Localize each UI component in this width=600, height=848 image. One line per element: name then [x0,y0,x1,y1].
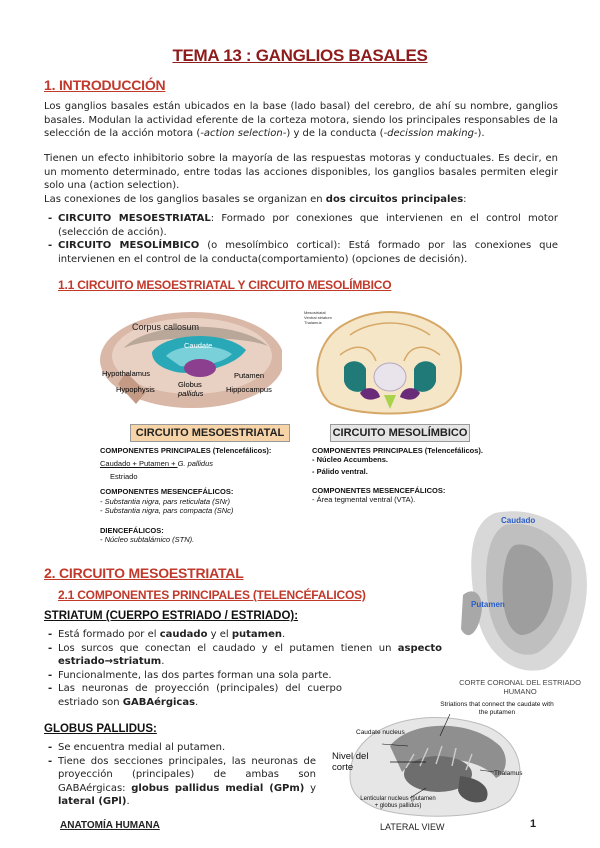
intro-paragraph-3: Las conexiones de los ganglios basales se organizan en dos circuitos principales: [44,194,467,205]
label-caudate-nucleus: Caudate nucleus [356,729,405,736]
meso-stn: - Núcleo subtalámico (STN). [100,535,195,544]
limb-vta: - Área tegmental ventral (VTA). [312,495,416,504]
list-item: - CIRCUITO MESOLÍMBICO (o mesolímbico cortical): Está formado por las conexiones que intervienen en el control de la conducta(comportamiento) (opciones de decisión). [46,239,558,266]
meso-components-line: Caudado + Putamen + G. pallidus [100,459,213,468]
footer-subject: ANATOMÍA HUMANA [60,820,160,831]
legend-ventral-striatum: Ventral striatum [304,315,332,320]
list-item: - Funcionalmente, las dos partes forman una sola parte. [46,669,442,683]
striatum-heading: STRIATUM (CUERPO ESTRIADO / ESTRIADO): [44,610,299,622]
label-thalamus: Thalamus [494,770,523,777]
label-hippocampus: Hippocampus [226,385,272,394]
legend-thalamus: Thalamus [304,320,322,325]
list-item: - Está formado por el caudado y el putamen. [46,628,442,642]
label-globus: Globus [178,380,202,389]
intro-paragraph-2: Tienen un efecto inhibitorio sobre la mayoría de las respuestas motoras y conductuales. Es decir, en un momento determinado, entre todas las acciones disponibles, los ganglios basales permiten elegir solo una (action selection). [44,153,558,192]
intro-paragraph-1: Los ganglios basales están ubicados en la base (lado basal) del cerebro, de ahí su nombre, ganglios basales. Modulan la actividad eferente de la corteza motora, siendo los principales responsables de la selección de la acción motora (-action selection-) y de la conducta (-decission making-). [44,101,558,140]
page-number: 1 [530,818,537,830]
limb-components-heading: COMPONENTES PRINCIPALES (Telencefálicos). [312,446,484,455]
list-item: - Tiene dos secciones principales, las neuronas de proyección (principales) de ambas son GABAérgicas: globus pallidus medial (GPm) y lateral (GPl). [46,755,316,809]
meso-components-heading: COMPONENTES PRINCIPALES (Telencefálicos): [100,446,272,455]
mesolimbic-label-box: CIRCUITO MESOLÍMBICO [330,424,470,442]
label-nivel-del-corte: Nivel del corte [332,751,369,773]
section-heading-intro: 1. INTRODUCCIÓN [44,77,166,93]
label-caudate: Caudate [184,341,213,350]
sagittal-brain-figure [96,312,282,414]
coronal-brain-figure [300,305,470,417]
coronal-figure-caption: CORTE CORONAL DEL ESTRIADO HUMANO [459,678,581,696]
meso-diencephalic-heading: DIENCEFÁLICOS: [100,526,164,535]
label-corpus-callosum: Corpus callosum [132,322,200,332]
label-hypophysis: Hypophysis [116,385,155,394]
page-title: TEMA 13 : GANGLIOS BASALES [172,46,428,65]
list-item: - CIRCUITO MESOESTRIATAL: Formado por conexiones que intervienen en el control motor (selección de acción). [46,212,558,239]
label-hypothalamus: Hypothalamus [102,369,150,378]
label-lateral-view: LATERAL VIEW [380,822,445,832]
list-item: - Los surcos que conectan el caudado y el putamen tienen un aspecto estriado→striatum. [46,642,442,669]
label-caudado: Caudado [501,516,536,525]
label-pallidus: pallidus [178,389,204,398]
list-item: - Se encuentra medial al putamen. [46,741,316,755]
mesostriatal-label-box: CIRCUITO MESOESTRIATAL [130,424,290,442]
limb-ventral-pallidum: - Pálido ventral. [312,467,368,476]
label-putamen-coronal: Putamen [471,600,505,609]
circuit-list [46,212,558,266]
coronal-striatum-figure [455,505,595,675]
limb-mesencephalic-heading: COMPONENTES MESENCEFÁLICOS: [312,486,446,495]
meso-snr: - Substantia nigra, pars reticulata (SNr) [100,497,231,506]
meso-estriado: Estriado [110,472,138,481]
subsection-heading-1-1: 1.1 CIRCUITO MESOESTRIATAL Y CIRCUITO MESOLÍMBICO [58,278,392,292]
label-lenticular-nucleus: Lenticular nucleus (putamen + globus pallidus) [360,796,436,809]
section-heading-mesostriatal: 2. CIRCUITO MESOESTRIATAL [44,565,244,581]
meso-mesencephalic-heading: COMPONENTES MESENCEFÁLICOS: [100,487,234,496]
label-striations: Striations that connect the caudate with the putamen [440,701,554,716]
label-putamen: Putamen [234,371,265,380]
legend-mesostriatal: Mesostriatal [304,310,326,315]
list-item: - Las neuronas de proyección (principales) del cuerpo estriado son GABAérgicas. [46,682,442,709]
subsection-heading-2-1: 2.1 COMPONENTES PRINCIPALES (TELENCÉFALICOS) [58,588,366,602]
limb-accumbens: - Núcleo Accumbens. [312,455,388,464]
globus-list [46,741,316,809]
meso-snc: - Substantia nigra, pars compacta (SNc) [100,506,234,515]
globus-pallidus-heading: GLOBUS PALLIDUS: [44,723,157,735]
